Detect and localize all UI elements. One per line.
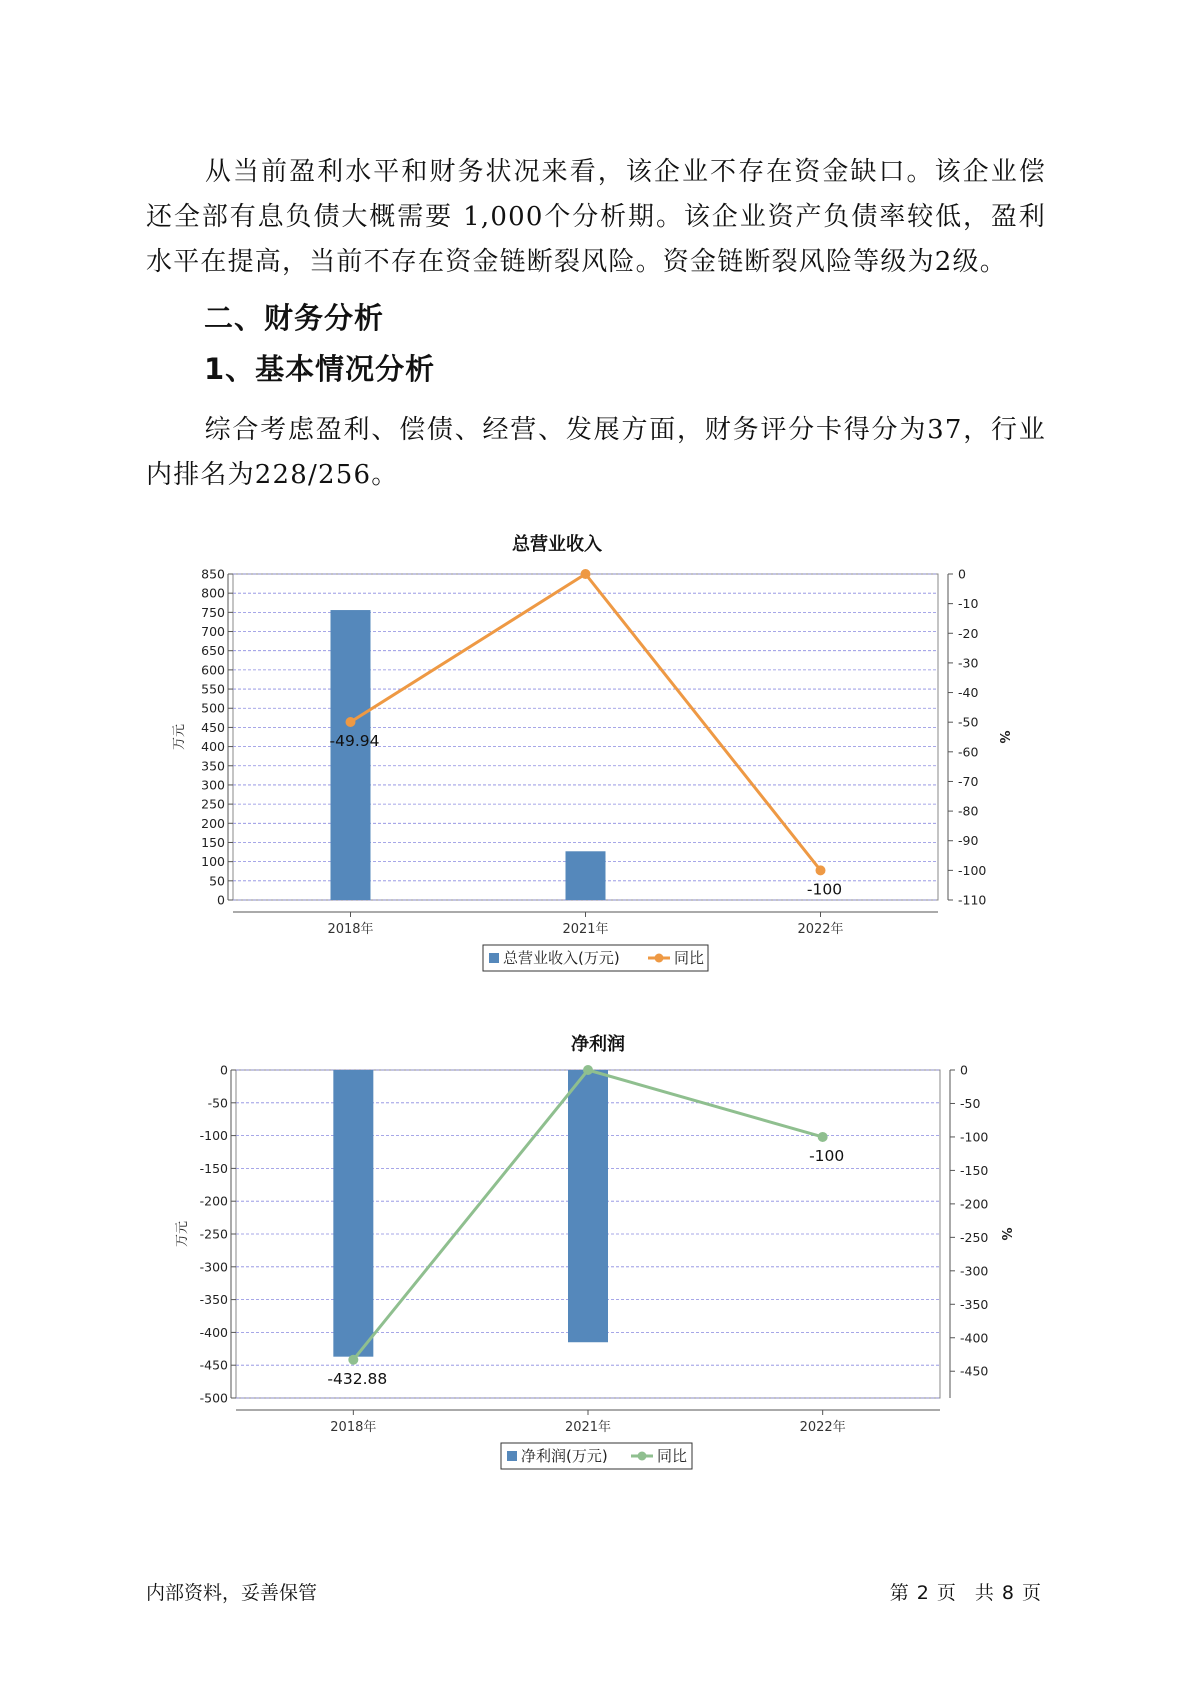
line-point [346, 717, 356, 727]
y-tick-label: 650 [201, 643, 225, 659]
bar [566, 851, 606, 900]
y-tick-label: 400 [201, 739, 225, 755]
y-tick-label: 0 [220, 1062, 228, 1078]
paragraph-funding-risk [146, 150, 1046, 285]
y2-tick-label: -20 [958, 625, 979, 641]
y2-tick-label: -400 [960, 1330, 989, 1346]
subsection-heading-basic-analysis: 1、基本情况分析 [204, 352, 436, 386]
y-tick-label: 800 [201, 585, 225, 601]
y-tick-label: 150 [201, 834, 225, 850]
data-label: -100 [806, 880, 843, 899]
y2-tick-label: -30 [958, 655, 979, 671]
y2-tick-label: -50 [960, 1095, 981, 1111]
legend [501, 1443, 692, 1469]
y-tick-label: 0 [217, 892, 225, 908]
revenue-chart-title: 总营业收入 [512, 534, 602, 555]
y2-tick-label: -100 [958, 862, 987, 878]
y-tick-label: 100 [201, 854, 225, 870]
bar [331, 610, 371, 900]
footer-page-number [886, 1578, 1045, 1605]
y2-tick-label: 0 [960, 1062, 968, 1078]
y-tick-label: 600 [201, 662, 225, 678]
y2-axis-label: % [996, 730, 1011, 744]
paragraph-score [146, 408, 1046, 498]
legend-label-bar: 总营业收入(万元) [503, 949, 620, 967]
y-tick-label: 700 [201, 624, 225, 640]
net-profit-chart-title: 净利润 [571, 1034, 625, 1055]
y-tick-label: 200 [201, 815, 225, 831]
legend-label-line: 同比 [674, 949, 705, 967]
line-point [818, 1132, 828, 1142]
y2-tick-label: -10 [958, 596, 979, 612]
y-tick-label: -100 [199, 1128, 228, 1144]
y-tick-label: -400 [199, 1324, 228, 1340]
y-tick-label: -150 [199, 1160, 228, 1176]
x-tick-label: 2018年 [330, 1420, 377, 1435]
x-tick-label: 2022年 [799, 1420, 846, 1435]
y-tick-label: 250 [201, 796, 225, 812]
legend-label-bar: 净利润(万元) [521, 1447, 608, 1465]
data-label: -432.88 [327, 1369, 388, 1388]
y-tick-label: 550 [201, 681, 225, 697]
y2-tick-label: -60 [958, 744, 979, 760]
y-tick-label: -350 [199, 1292, 228, 1308]
y2-tick-label: -110 [958, 892, 987, 908]
line-point [816, 865, 826, 875]
y2-tick-label: -40 [958, 685, 979, 701]
y2-tick-label: -50 [958, 714, 979, 730]
y2-tick-label: -300 [960, 1263, 989, 1279]
line-point [348, 1355, 358, 1365]
page-total: 8 [1001, 1582, 1014, 1604]
y-tick-label: -250 [199, 1226, 228, 1242]
y-tick-label: -50 [207, 1095, 228, 1111]
page-current: 2 [916, 1582, 929, 1604]
y-tick-label: 350 [201, 758, 225, 774]
y2-tick-label: -70 [958, 773, 979, 789]
data-label: -100 [809, 1146, 845, 1165]
y-axis-label: 万元 [175, 1220, 190, 1248]
y2-tick-label: -350 [960, 1296, 989, 1312]
y-tick-label: 750 [201, 604, 225, 620]
y-tick-label: -500 [199, 1390, 228, 1406]
y-tick-label: -450 [199, 1357, 228, 1373]
bar [333, 1070, 373, 1357]
line-point [581, 569, 591, 579]
y-tick-label: -200 [199, 1193, 228, 1209]
y2-tick-label: -250 [960, 1229, 989, 1245]
y2-tick-label: -200 [960, 1196, 989, 1212]
revenue-chart [0, 560, 1191, 1020]
line-point [583, 1065, 593, 1075]
data-label: -49.94 [329, 732, 380, 751]
y2-tick-label: -90 [958, 833, 979, 849]
page-suffix: 页 [1021, 1582, 1041, 1604]
y2-tick-label: -150 [960, 1162, 989, 1178]
y-tick-label: 450 [201, 719, 225, 735]
y-tick-label: -300 [199, 1259, 228, 1275]
legend-swatch-bar [489, 953, 499, 963]
y2-tick-label: 0 [958, 566, 966, 582]
y-axis-label: 万元 [172, 723, 187, 751]
paragraph-score-text: 综合考虑盈利、偿债、经营、发展方面，财务评分卡得分为37，行业内排名为228/256。 [146, 415, 1046, 490]
legend-swatch-point [638, 1452, 647, 1461]
net-profit-chart [0, 1060, 1191, 1520]
y2-tick-label: -450 [960, 1363, 989, 1379]
y-tick-label: 50 [209, 873, 225, 889]
section-heading-financial-analysis: 二、财务分析 [204, 301, 385, 335]
page-prefix: 第 [889, 1582, 909, 1604]
y-tick-label: 500 [201, 700, 225, 716]
y2-axis-label: % [998, 1227, 1013, 1241]
y2-tick-label: -100 [960, 1129, 989, 1145]
paragraph-funding-risk-text: 从当前盈利水平和财务状况来看，该企业不存在资金缺口。该企业偿还全部有息负债大概需要 1,000个分析期。该企业资产负债率较低，盈利水平在提高，当前不存在资金链断裂风险。资金链断裂风险等级为2级。 [146, 157, 1046, 277]
page-mid: 页 共 [936, 1582, 994, 1604]
x-tick-label: 2021年 [562, 922, 609, 937]
legend-swatch-point [655, 954, 664, 963]
y2-tick-label: -80 [958, 803, 979, 819]
x-tick-label: 2021年 [564, 1420, 612, 1435]
bar [568, 1070, 608, 1342]
legend [483, 945, 708, 971]
y-tick-label: 300 [201, 777, 225, 793]
x-tick-label: 2022年 [797, 922, 844, 937]
legend-swatch-bar [507, 1451, 517, 1461]
legend-label-line: 同比 [657, 1447, 688, 1465]
x-tick-label: 2018年 [327, 922, 374, 937]
y-tick-label: 850 [201, 566, 225, 582]
footer-confidential-note: 内部资料，妥善保管 [146, 1582, 318, 1604]
